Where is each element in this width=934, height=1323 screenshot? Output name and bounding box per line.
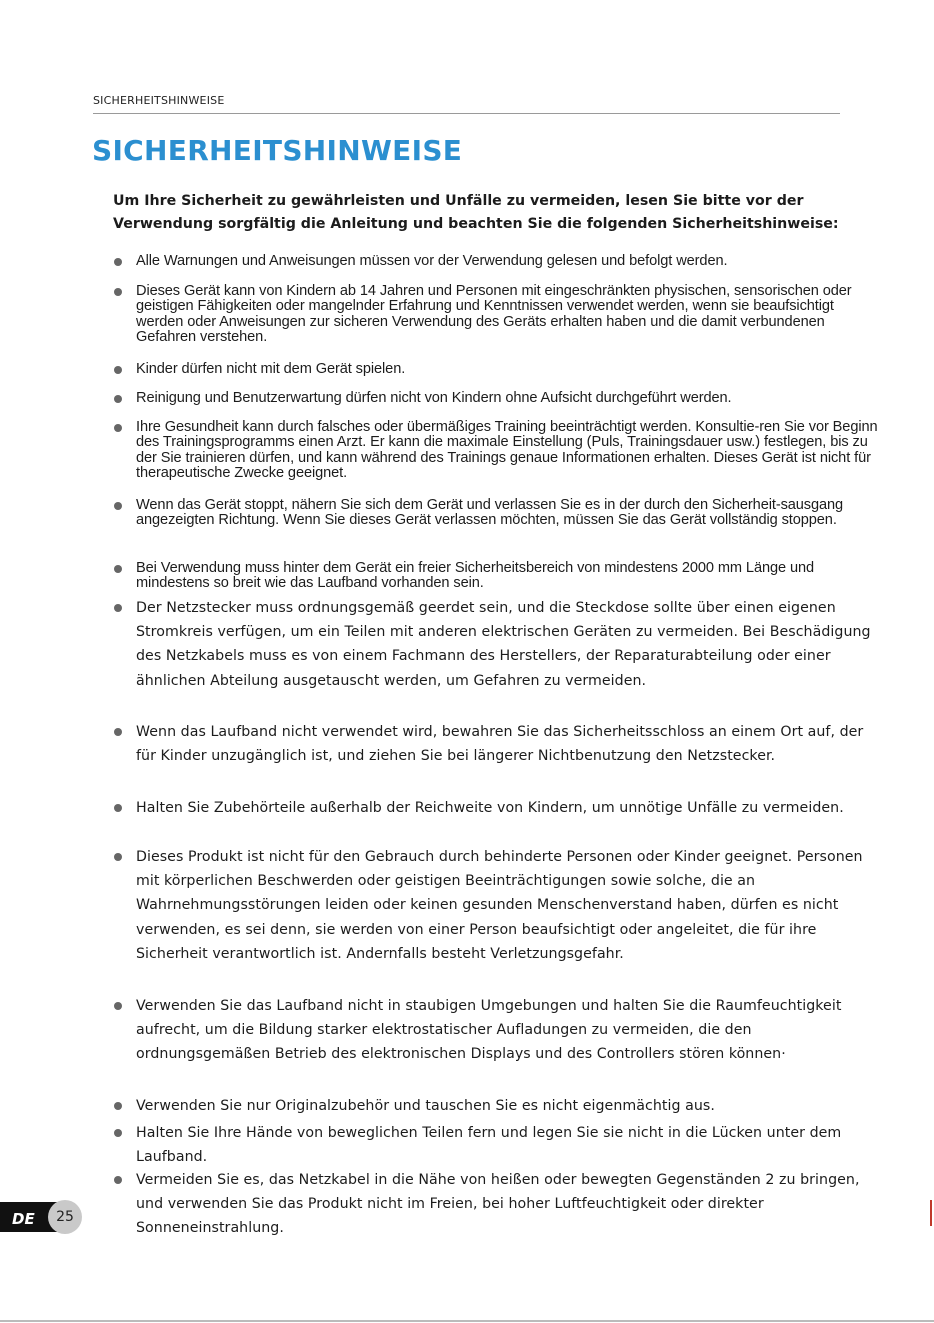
list-item-text: Dieses Produkt ist nicht für den Gebrauch durch behinderte Personen oder Kinder geeignet. Personen mit körperlichen Beschwerden oder geistigen Beeinträchtigungen sowie solche, die an Wahrnehmungsstörungen leiden oder keinen gesunden Menschenverstand haben, dürfen es nicht verwenden, es sei denn, sie werden von einer Person beaufsichtigt oder angeleitet, die für ihre Sicherheit verantwortlich ist. Andernfalls besteht Verletzungsgefahr. xyxy=(136,849,863,962)
bullet-icon xyxy=(114,366,122,374)
list-item xyxy=(110,1094,880,1118)
list-item xyxy=(110,284,880,345)
page-title: SICHERHEITSHINWEISE xyxy=(92,134,463,167)
bullet-icon xyxy=(114,804,122,812)
bullet-icon xyxy=(114,565,122,573)
list-item xyxy=(110,1121,880,1169)
list-item xyxy=(110,420,880,481)
intro-paragraph: Um Ihre Sicherheit zu gewährleisten und Unfälle zu vermeiden, lesen Sie bitte vor der Verwendung sorgfältig die Anleitung und beachten Sie die folgenden Sicherheitshinweise: xyxy=(113,193,839,232)
bullet-icon xyxy=(114,1129,122,1137)
list-item-text: Verwenden Sie nur Originalzubehör und tauschen Sie es nicht eigenmächtig aus. xyxy=(136,1098,715,1114)
bullet-icon xyxy=(114,1176,122,1184)
bullet-icon xyxy=(114,1102,122,1110)
bullet-icon xyxy=(114,1002,122,1010)
list-item xyxy=(110,391,880,406)
list-item-text: Ihre Gesundheit kann durch falsches oder übermäßiges Training beeinträchtigt werden. Konsultie-ren Sie vor Beginn des Trainingsprogramms einen Arzt. Er kann die maximale Einstellung (Puls, Trainingsdauer usw.) festlegen, bis zu der Sie trainieren dürfen, und kann während des Trainings genaue Informationen erhalten. Dieses Gerät ist nicht für therapeutische Zwecke geeignet. xyxy=(136,419,878,481)
bullet-icon xyxy=(114,728,122,736)
list-item xyxy=(110,596,880,693)
bottom-rule xyxy=(0,1320,934,1322)
bullet-icon xyxy=(114,395,122,403)
bullet-icon xyxy=(114,502,122,510)
list-item-text: Wenn das Gerät stoppt, nähern Sie sich dem Gerät und verlassen Sie es in der durch den Sicherheit-sausgang angezeigten Richtung. Wenn Sie dieses Gerät verlassen möchten, müssen Sie das Gerät vollständig stoppen. xyxy=(136,497,844,529)
list-item xyxy=(110,994,880,1067)
list-item xyxy=(110,796,880,820)
list-item-text: Alle Warnungen und Anweisungen müssen vor der Verwendung gelesen und befolgt werden. xyxy=(136,253,728,269)
running-header: SICHERHEITSHINWEISE xyxy=(93,94,225,107)
list-item-text: Halten Sie Ihre Hände von beweglichen Teilen fern und legen Sie sie nicht in die Lücken unter dem Laufband. xyxy=(136,1125,842,1166)
list-item-text: Dieses Gerät kann von Kindern ab 14 Jahren und Personen mit eingeschränkten physischen, sensorischen oder geistigen Fähigkeiten oder mangelnder Erfahrung und Kenntnissen verwendet werden, wenn sie beaufsichtigt werden oder Anweisungen zur sicheren Verwendung des Geräts erhalten haben und die damit verbundenen Gefahren verstehen. xyxy=(136,283,852,345)
bullet-icon xyxy=(114,288,122,296)
list-item-text: Der Netzstecker muss ordnungsgemäß geerdet sein, und die Steckdose sollte über einen eigenen Stromkreis verfügen, um ein Teilen mit anderen elektrischen Geräten zu vermeiden. Bei Beschädigung des Netzkabels muss es von einem Fachmann des Herstellers, der Reparaturabteilung oder einer ähnlichen Abteilung ausgetauscht werden, um Gefahren zu vermeiden. xyxy=(136,600,871,689)
list-item-text: Kinder dürfen nicht mit dem Gerät spielen. xyxy=(136,361,406,377)
list-item xyxy=(110,1168,880,1241)
header-divider xyxy=(93,113,840,114)
edge-marker xyxy=(930,1200,932,1226)
list-item xyxy=(110,845,880,966)
page-number: 25 xyxy=(48,1200,82,1234)
language-label: DE xyxy=(12,1210,35,1228)
bullet-icon xyxy=(114,258,122,266)
list-item xyxy=(110,561,880,592)
list-item-text: Reinigung und Benutzerwartung dürfen nicht von Kindern ohne Aufsicht durchgeführt werden. xyxy=(136,390,732,406)
page-tab xyxy=(0,1200,84,1234)
list-item-text: Bei Verwendung muss hinter dem Gerät ein freier Sicherheitsbereich von mindestens 2000 mm Länge und mindestens so breit wie das Laufband vorhanden sein. xyxy=(136,560,815,592)
bullet-icon xyxy=(114,424,122,432)
bullet-icon xyxy=(114,604,122,612)
list-item-text: Vermeiden Sie es, das Netzkabel in die Nähe von heißen oder bewegten Gegenständen 2 zu bringen, und verwenden Sie das Produkt nicht im Freien, bei hoher Luftfeuchtigkeit oder direkter Sonneneinstrahlung. xyxy=(136,1172,860,1237)
list-item-text: Wenn das Laufband nicht verwendet wird, bewahren Sie das Sicherheitsschloss an einem Ort auf, der für Kinder unzugänglich ist, und ziehen Sie bei längerer Nichtbenutzung den Netzstecker. xyxy=(136,724,864,765)
list-item xyxy=(110,720,880,768)
list-item xyxy=(110,254,880,269)
list-item xyxy=(110,498,880,529)
list-item-text: Verwenden Sie das Laufband nicht in staubigen Umgebungen und halten Sie die Raumfeuchtigkeit aufrecht, um die Bildung starker elektrostatischer Aufladungen zu vermeiden, die den ordnungsgemäßen Betrieb des elektronischen Displays und des Controllers stören können· xyxy=(136,998,842,1063)
list-item xyxy=(110,362,880,377)
bullet-icon xyxy=(114,853,122,861)
list-item-text: Halten Sie Zubehörteile außerhalb der Reichweite von Kindern, um unnötige Unfälle zu vermeiden. xyxy=(136,800,844,816)
